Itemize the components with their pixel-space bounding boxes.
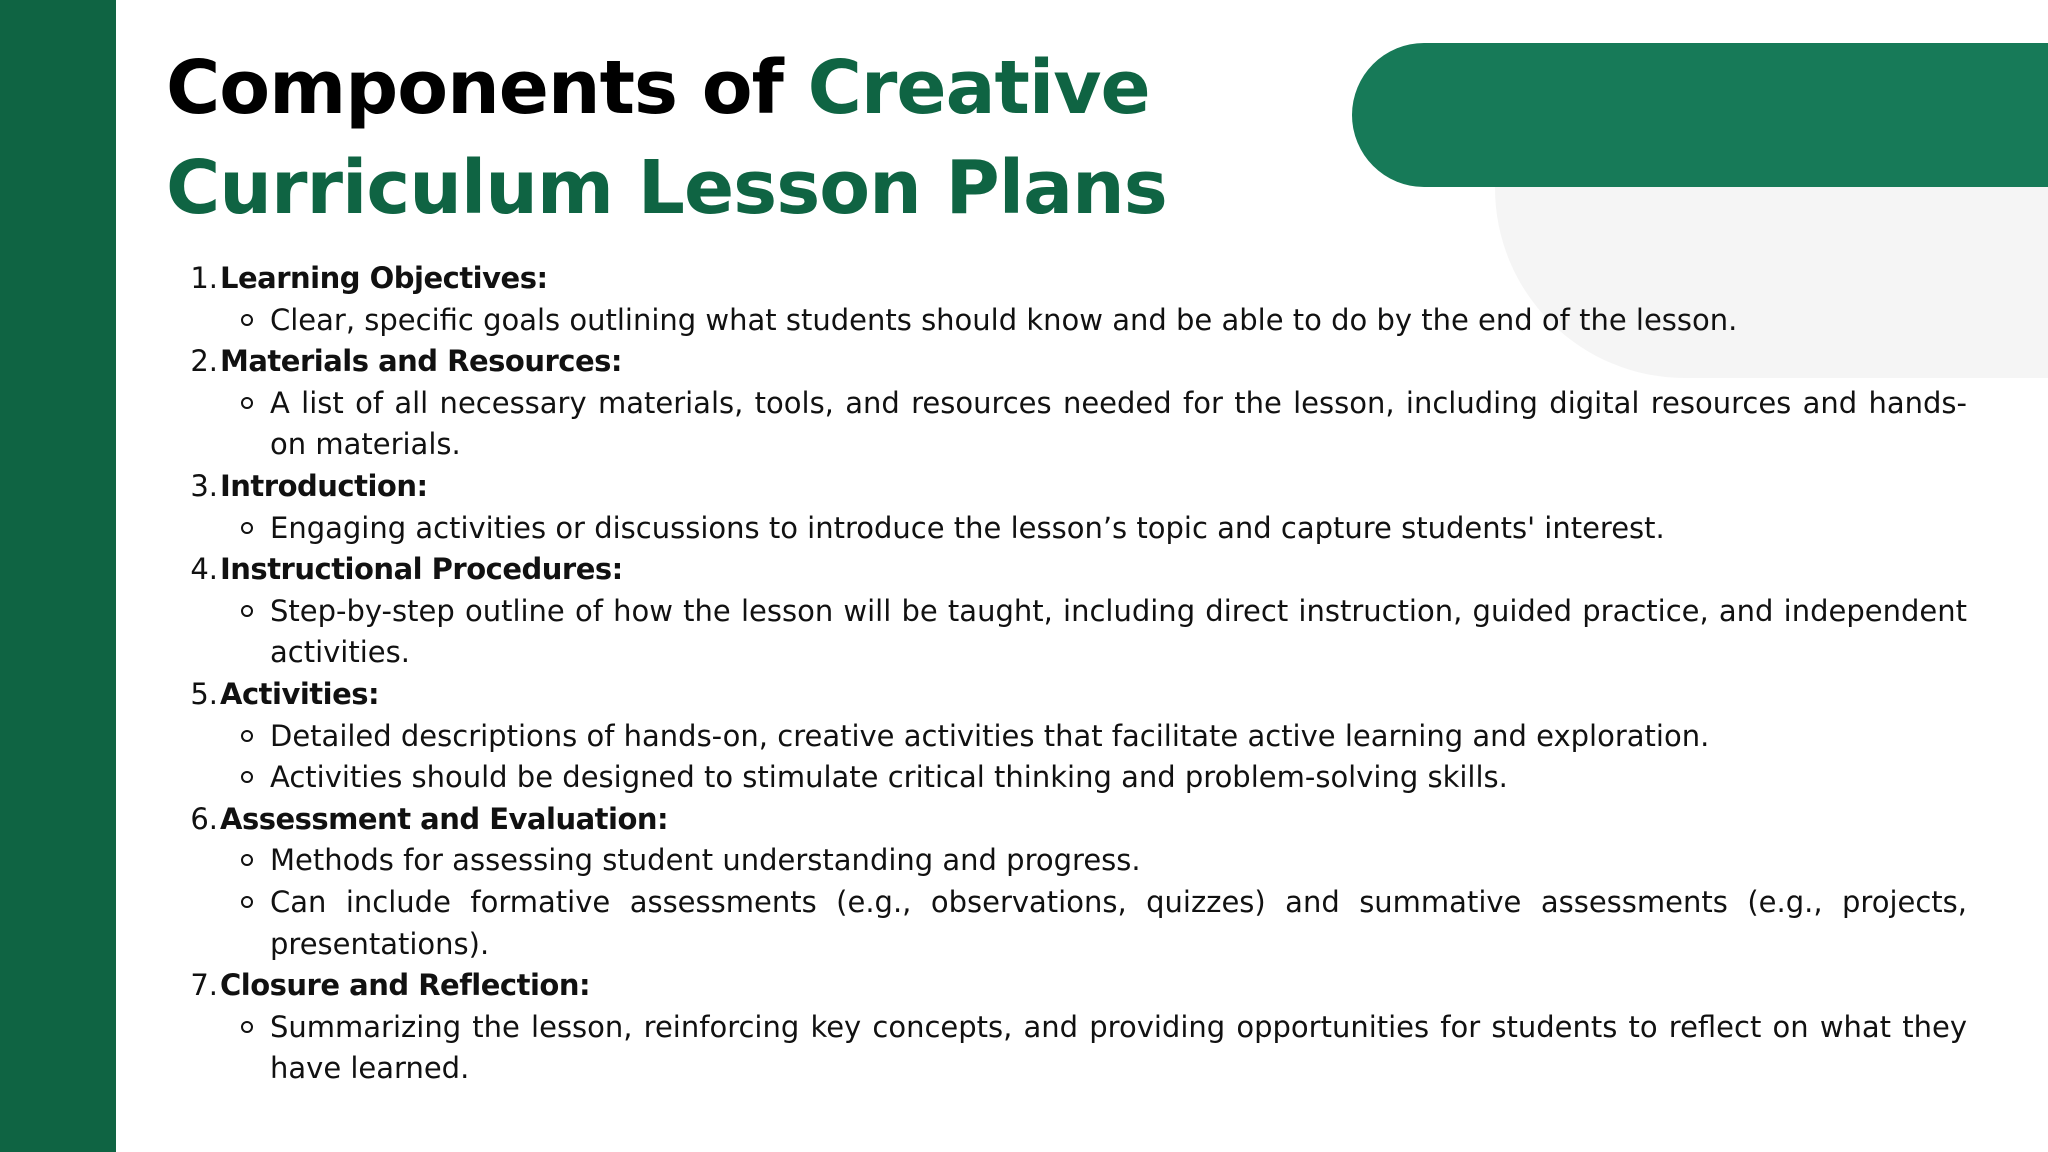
left-accent-bar — [0, 0, 116, 1152]
hollow-circle-bullet-icon — [241, 397, 253, 409]
hollow-circle-bullet-icon — [241, 314, 253, 326]
list-item-number: 1. — [190, 261, 218, 295]
list-item-title: Introduction: — [220, 468, 428, 503]
hollow-circle-bullet-icon — [241, 896, 253, 908]
list-item-heading — [190, 258, 1967, 300]
bullet-text: Clear, specific goals outlining what students should know and be able to do by the end of the lesson. — [270, 302, 1738, 337]
list-item-bullet — [190, 757, 1967, 799]
list-item-bullet — [190, 1007, 1967, 1090]
hollow-circle-bullet-icon — [241, 730, 253, 742]
list-item-number: 5. — [190, 676, 218, 711]
list-item-heading — [190, 466, 1967, 508]
hollow-circle-bullet-icon — [241, 522, 253, 534]
list-item — [190, 965, 1967, 1090]
slide-title — [166, 38, 1167, 238]
list-item-number: 7. — [190, 968, 218, 1003]
list-item-bullet — [190, 383, 1967, 466]
bullet-text: Summarizing the lesson, reinforcing key concepts, and providing opportunities for students to reflect on what they have learned. — [270, 1009, 1967, 1086]
list-item — [190, 258, 1967, 341]
list-item-bullet — [190, 716, 1967, 758]
list-item — [190, 466, 1967, 549]
list-item-number: 3. — [190, 468, 218, 503]
list-item-title: Assessment and Evaluation: — [220, 801, 669, 836]
hollow-circle-bullet-icon — [241, 1021, 253, 1033]
bullet-text: Engaging activities or discussions to introduce the lesson’s topic and capture students' interest. — [270, 510, 1665, 545]
list-item-bullet — [190, 508, 1967, 550]
list-item-bullet — [190, 591, 1967, 674]
list-item — [190, 341, 1967, 466]
list-item-title: Activities: — [220, 676, 380, 711]
list-item-bullet — [190, 300, 1967, 342]
bullet-text: A list of all necessary materials, tools, and resources needed for the lesson, including digital resources and hands-on materials. — [270, 385, 1967, 462]
list-item-title: Learning Objectives: — [220, 261, 548, 295]
decorative-green-banner — [1352, 43, 2048, 187]
list-item-title: Instructional Procedures: — [220, 552, 623, 587]
list-item — [190, 674, 1967, 799]
list-item-heading — [190, 799, 1967, 841]
list-item-number: 6. — [190, 801, 218, 836]
list-item-heading — [190, 549, 1967, 591]
title-part-2: Creative — [807, 45, 1150, 131]
list-item-number: 2. — [190, 344, 218, 379]
bullet-text: Activities should be designed to stimulate critical thinking and problem-solving skills. — [270, 760, 1508, 795]
list-item-bullet — [190, 882, 1967, 965]
title-part-1: Components of — [166, 45, 808, 131]
list-item — [190, 799, 1967, 965]
hollow-circle-bullet-icon — [241, 854, 253, 866]
title-part-3: Curriculum Lesson Plans — [166, 145, 1167, 231]
components-list — [190, 258, 1967, 1090]
hollow-circle-bullet-icon — [241, 605, 253, 617]
list-item-bullet — [190, 840, 1967, 882]
bullet-text: Step-by-step outline of how the lesson will be taught, including direct instruction, guided practice, and independent activities. — [270, 593, 1967, 670]
bullet-text: Detailed descriptions of hands-on, creative activities that facilitate active learning and exploration. — [270, 718, 1710, 753]
list-item-title: Closure and Reflection: — [220, 968, 591, 1003]
bullet-text: Methods for assessing student understanding and progress. — [270, 843, 1141, 878]
list-item-heading — [190, 674, 1967, 716]
list-item — [190, 549, 1967, 674]
hollow-circle-bullet-icon — [241, 771, 253, 783]
bullet-text: Can include formative assessments (e.g., observations, quizzes) and summative assessments (e.g., projects, presentations). — [270, 884, 1967, 961]
list-item-title: Materials and Resources: — [220, 344, 622, 379]
list-item-number: 4. — [190, 552, 218, 587]
list-item-heading — [190, 965, 1967, 1007]
list-item-heading — [190, 341, 1967, 383]
